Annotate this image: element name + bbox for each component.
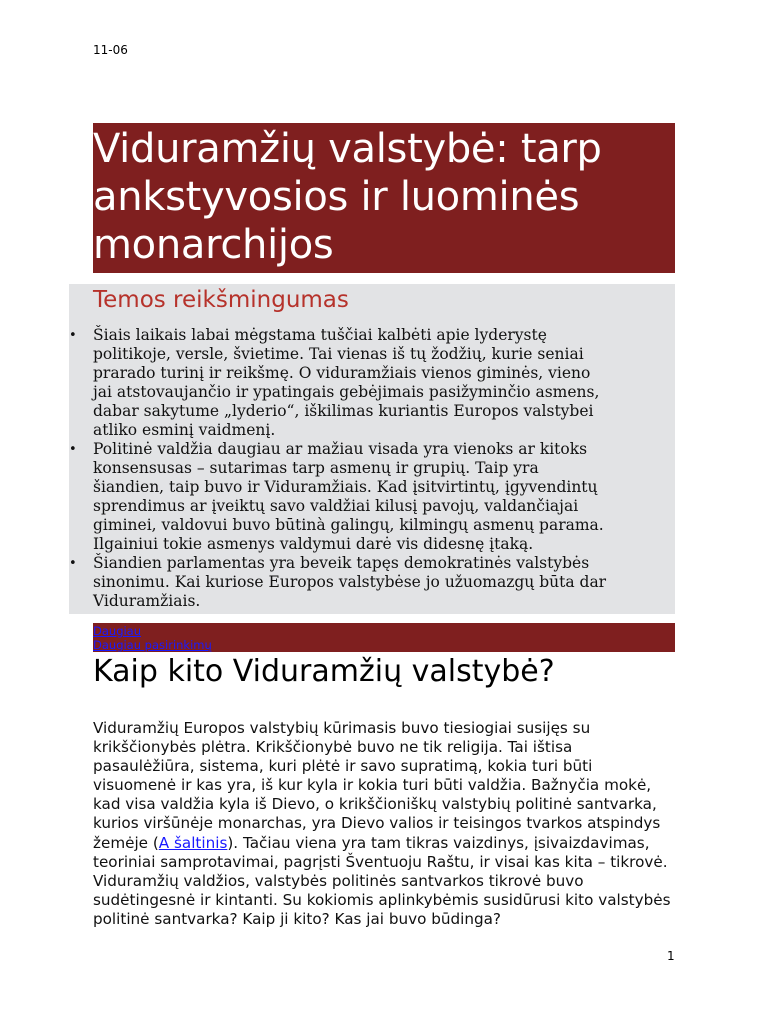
source-a-link[interactable]: A šaltinis	[158, 833, 228, 852]
bullet-line: prarado turinį ir reikšmę. O viduramžiais vienos giminės, vieno	[93, 364, 591, 382]
more-choices-link[interactable]: Daugiau pasirinkimų	[93, 638, 212, 652]
body-line: krikščionybės plėtra. Krikščionybė buvo ne tik religija. Tai ištisa	[93, 738, 573, 757]
topic-heading: Temos reikšmingumas	[93, 287, 349, 313]
page-title-line-1: Viduramžių valstybė: tarp	[93, 126, 602, 172]
body-line: Viduramžių valdžios, valstybės politinės santvarkos tikrovė buvo	[93, 871, 584, 890]
page-number: 1	[667, 949, 675, 963]
bullet-line: Šiandien parlamentas yra beveik tapęs demokratinės valstybės	[93, 554, 590, 572]
topic-bullet-1	[93, 326, 673, 440]
body-line: Viduramžių Europos valstybių kūrimasis buvo tiesiogiai susijęs su	[93, 719, 591, 737]
more-link[interactable]: Daugiau	[93, 624, 142, 638]
body-line: kurios viršūnėje monarchas, yra Dievo valios ir teisingos tvarkos atspindys	[93, 814, 661, 833]
body-line: visuomenė ir kas yra, iš kur kyla ir kokia turi būti valdžia. Bažnyčia mokė,	[93, 776, 652, 795]
body-line: sudėtingesnė ir kintanti. Su kokiomis aplinkybėmis susidūrusi kito valstybės	[93, 890, 671, 909]
bullet-line: atliko esminį vaidmenį.	[93, 421, 276, 439]
bullet-line: sinonimu. Kai kuriose Europos valstybėse jo užuomazgų būta dar	[93, 573, 607, 591]
section-body-text	[93, 719, 683, 929]
body-line: kad visa valdžia kyla iš Dievo, o krikščioniškų valstybių politinė santvarka,	[93, 795, 657, 814]
body-line-prefix: žemėje (	[93, 833, 159, 852]
page-title-line-2: ankstyvosios ir luominės	[93, 174, 580, 220]
bullet-line: dabar sakytume „lyderio“, iškilimas kuriantis Europos valstybei	[93, 402, 594, 420]
bullet-line: sprendimus ar įveiktų savo valdžiai kilusį pavojų, valdančiajai	[93, 497, 579, 515]
section-heading: Kaip kito Viduramžių valstybė?	[93, 654, 555, 689]
bullet-line: Šiais laikais labai mėgstama tuščiai kalbėti apie lyderystę	[93, 326, 547, 344]
body-line: pasaulėžiūra, sistema, kuri plėtė ir savo supratimą, kokia turi būti	[93, 757, 593, 776]
bullet-line: šiandien, taip buvo ir Viduramžiais. Kad įsitvirtintų, įgyvendintų	[93, 478, 598, 496]
bullet-line: Politinė valdžia daugiau ar mažiau visada yra vienoks ar kitoks	[93, 440, 588, 458]
bullet-line: politikoje, versle, švietime. Tai vienas iš tų žodžių, kurie seniai	[93, 345, 584, 363]
title-banner	[93, 123, 675, 273]
body-line: politinė santvarka? Kaip ji kito? Kas jai buvo būdinga?	[93, 909, 501, 928]
bullet-line: jai atstovaujančio ir ypatingais gebėjimais pasižyminčio asmens,	[93, 383, 600, 401]
bullet-line: Ilgainiui tokie asmenys valdymui darė vis didesnę įtaką.	[93, 535, 534, 553]
body-line: teoriniai samprotavimai, pagrįsti Šventuoju Raštu, ir visai kas kita – tikrovė.	[93, 852, 668, 871]
page-title	[93, 125, 675, 269]
topic-bullet-2	[93, 440, 673, 554]
page-title-line-3: monarchijos	[93, 222, 334, 268]
bullet-line: Viduramžiais.	[93, 592, 201, 610]
topic-bullet-3	[93, 554, 673, 611]
body-line-suffix: ). Tačiau viena yra tam tikras vaizdinys, įsivaizdavimas,	[227, 833, 650, 852]
topic-relevance-panel	[69, 284, 675, 614]
header-date: 11-06	[93, 43, 128, 57]
bullet-line: giminei, valdovui buvo būtinà galingų, kilmingų asmenų parama.	[93, 516, 604, 534]
topic-bullet-list	[93, 326, 673, 611]
links-bar	[93, 623, 675, 652]
bullet-line: konsensusas – sutarimas tarp asmenų ir grupių. Taip yra	[93, 459, 539, 477]
